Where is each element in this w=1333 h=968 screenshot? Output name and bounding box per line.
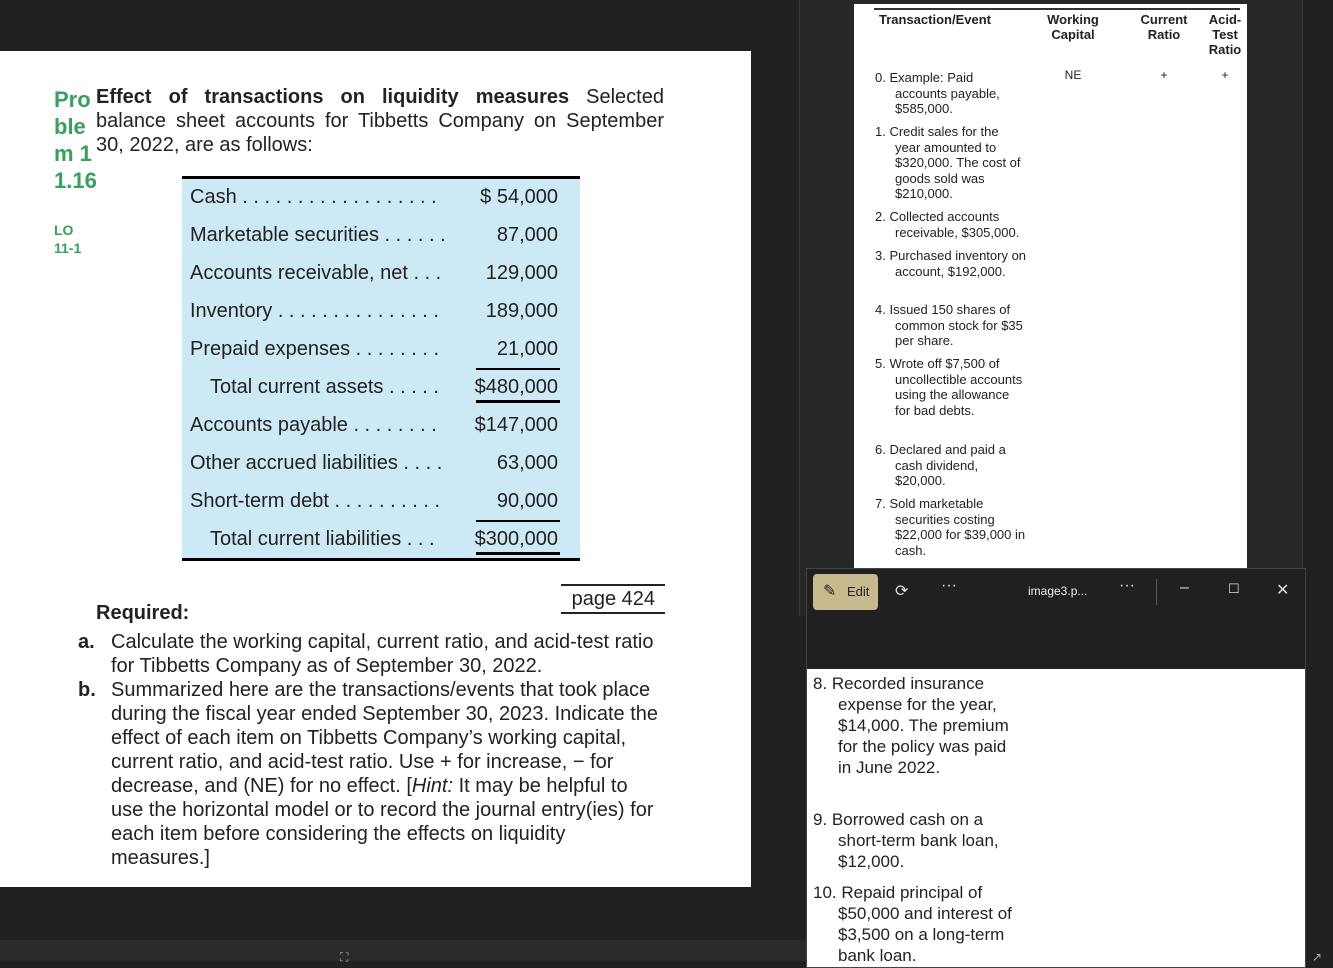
table-row: [190, 293, 568, 331]
account-value: $147,000: [474, 414, 558, 436]
required-heading: Required:: [96, 602, 190, 624]
image-viewer-window: [806, 568, 1306, 968]
transaction-item: 4. Issued 150 shares of common stock for $35 per share.: [875, 302, 1023, 348]
viewer-toolbar: [807, 569, 1305, 669]
account-value: $ 54,000: [480, 186, 558, 208]
problem-intro-text: Selected balance sheet accounts for Tibbetts Company on September 30, 2022, are as follows:: [96, 86, 664, 156]
viewer-title: image3.p...: [1028, 584, 1088, 598]
table-row: [190, 217, 568, 255]
edit-button[interactable]: [813, 574, 878, 610]
account-label: Other accrued liabilities . . . .: [190, 452, 443, 474]
hint-label: Hint:: [411, 775, 454, 797]
transaction-item: 3. Purchased inventory on account, $192,000.: [875, 248, 1027, 279]
transaction-item: 6. Declared and paid a cash dividend, $20,000.: [875, 442, 1006, 488]
column-header-current-ratio: Current Ratio: [1140, 12, 1188, 42]
maximize-icon[interactable]: ☐: [1228, 581, 1240, 596]
account-value: 90,000: [496, 490, 558, 512]
transaction-item: 2. Collected accounts receivable, $305,000.: [875, 209, 1020, 240]
account-label: Prepaid expenses . . . . . . . .: [190, 338, 440, 360]
account-label: Marketable securities . . . . . .: [190, 224, 446, 246]
edit-label: Edit: [847, 584, 870, 599]
rotate-icon[interactable]: ⟳: [895, 583, 909, 600]
total-rule: [476, 552, 560, 555]
table-row: [190, 331, 568, 369]
status-strip: [0, 940, 806, 961]
transaction-item: 5. Wrote off $7,500 of uncollectible accounts using the allowance for bad debts.: [875, 356, 1023, 418]
account-value: 189,000: [485, 300, 558, 322]
item-marker: b.: [78, 679, 96, 701]
total-rule: [476, 400, 560, 403]
column-header-acid-test-ratio: Acid-Test Ratio: [1208, 12, 1242, 57]
account-value: 129,000: [485, 262, 558, 284]
problem-intro: [96, 85, 664, 157]
account-value: 87,000: [496, 224, 558, 246]
minimize-icon[interactable]: –: [1180, 579, 1189, 596]
account-label: Cash . . . . . . . . . . . . . . . . . .: [190, 186, 437, 208]
table-row: [190, 483, 568, 521]
transaction-item: 7. Sold marketable securities costing $22,000 for $39,000 in cash.: [875, 496, 1026, 558]
transaction-item: 8. Recorded insurance expense for the year, $14,000. The premium for the policy was paid in June 2022.: [813, 674, 1009, 777]
edit-icon: ✎: [823, 583, 837, 600]
table-row: [190, 255, 568, 293]
more-icon[interactable]: ···: [941, 577, 957, 594]
balance-sheet-table: [182, 176, 580, 561]
transaction-item: 10. Repaid principal of $50,000 and interest of $3,500 on a long-term bank loan.: [813, 883, 1012, 965]
item-text: [111, 678, 663, 870]
account-label: Accounts receivable, net . . .: [190, 262, 442, 284]
transaction-item: 9. Borrowed cash on a short-term bank loan, $12,000.: [813, 810, 999, 871]
example-acid-test-ratio: +: [1221, 68, 1229, 82]
table-top-rule: [874, 8, 1240, 10]
top-bar: [0, 0, 800, 51]
account-value: 21,000: [496, 338, 558, 360]
problem-label: Problem 11.16: [54, 87, 97, 193]
account-label: Total current liabilities . . .: [210, 528, 435, 550]
table-row: [190, 407, 568, 445]
column-header-working-capital: Working Capital: [1047, 12, 1099, 42]
example-working-capital: NE: [1064, 68, 1082, 82]
account-label: Inventory . . . . . . . . . . . . . . .: [190, 300, 439, 322]
item-text-part: It may be helpful to use the horizontal model or to record the journal entry(ies) for each item before considering the effects on liquidity measures.]: [111, 775, 654, 869]
page-reference: page 424: [561, 584, 665, 614]
account-label: Accounts payable . . . . . . . .: [190, 414, 437, 436]
transaction-item: 1. Credit sales for the year amounted to $320,000. The cost of goods sold was $210,000.: [875, 124, 1021, 201]
learning-objective-label: LO 11-1: [54, 222, 82, 256]
required-item-b: [78, 678, 663, 870]
table-row: [190, 445, 568, 483]
example-current-ratio: +: [1160, 68, 1168, 82]
transaction-item: 0. Example: Paid accounts payable, $585,000.: [875, 70, 1000, 116]
transactions-table: [854, 4, 1247, 569]
item-marker: a.: [78, 631, 95, 653]
problem-title: Effect of transactions on liquidity measures: [96, 86, 570, 108]
account-label: Total current assets . . . . .: [210, 376, 439, 398]
expand-icon[interactable]: ↗: [1312, 950, 1323, 964]
account-value: 63,000: [496, 452, 558, 474]
close-icon[interactable]: ✕: [1276, 582, 1290, 599]
required-item-a: [78, 630, 663, 678]
more-icon[interactable]: ···: [1119, 577, 1135, 594]
item-text-part: Summarized here are the transactions/events that took place during the fiscal year ended September 30, 2023. Indicate the effect of each item on Tibbetts Company’s working capital, current ratio, and acid-test ratio. Use + for increase, − for decrease, and (NE) for no effect. [: [111, 679, 659, 797]
account-value: $480,000: [474, 376, 558, 398]
account-value: $300,000: [474, 528, 558, 550]
fit-to-window-icon[interactable]: ⛶: [340, 950, 349, 964]
table-row: [190, 179, 568, 217]
toolbar-divider: [1156, 579, 1157, 605]
item-text: Calculate the working capital, current ratio, and acid-test ratio for Tibbetts Company as of September 30, 2022.: [111, 631, 654, 677]
account-label: Short-term debt . . . . . . . . . .: [190, 490, 441, 512]
column-header-transaction: Transaction/Event: [879, 12, 991, 27]
